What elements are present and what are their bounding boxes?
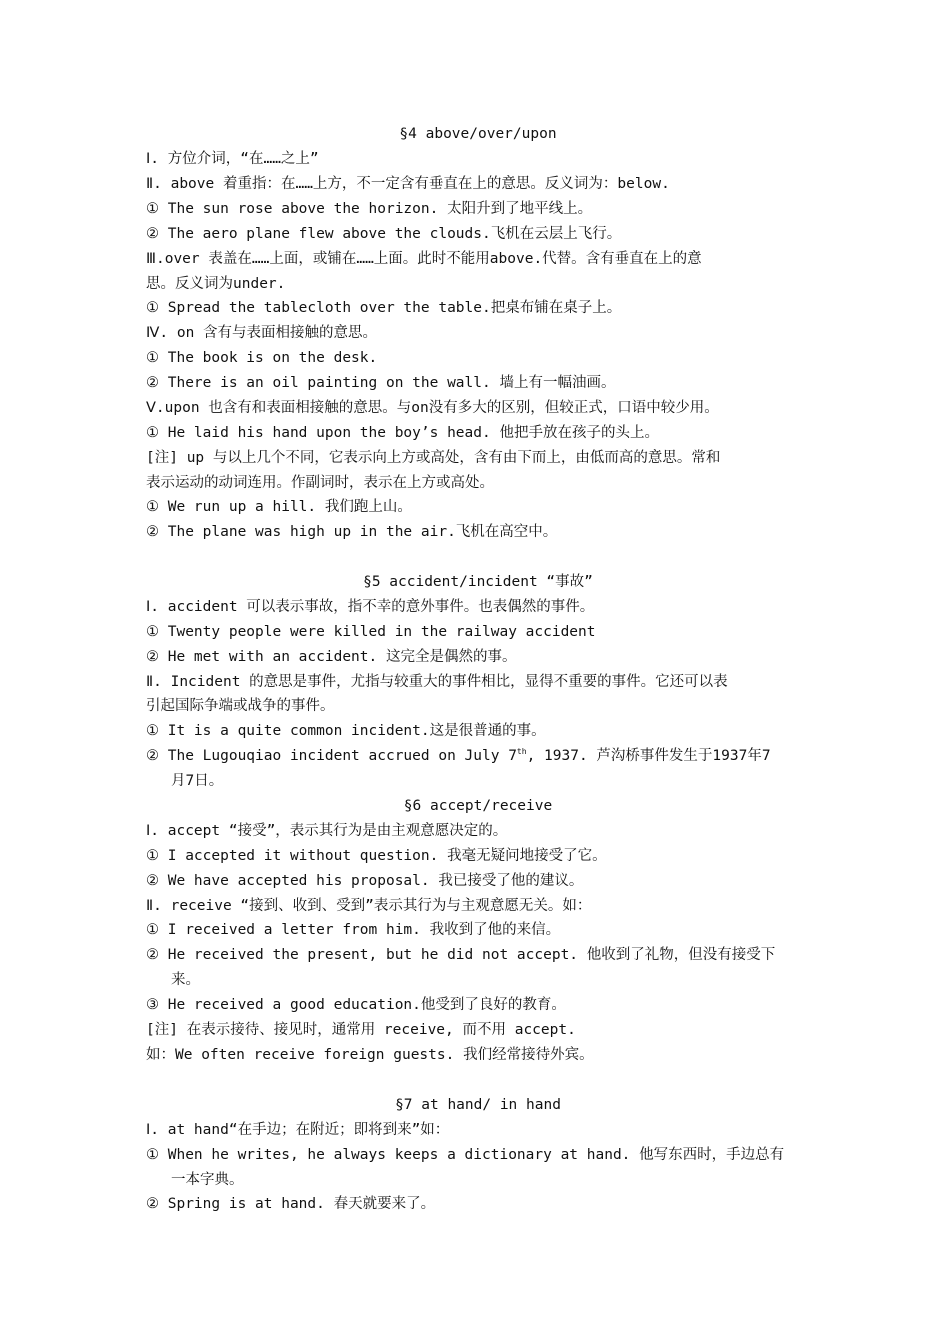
example-sentence: ① I accepted it without question. 我毫无疑问地接受了它。 <box>146 848 607 864</box>
section-5-line: Ⅰ. accident 可以表示事故，指不幸的意外事件。也表偶然的事件。 <box>146 599 595 615</box>
example-sentence: ① He laid his hand upon the boy’s head. 他把手放在孩子的头上。 <box>146 425 659 441</box>
section-7-line: Ⅰ. at hand“在手边；在附近；即将到来”如： <box>146 1122 450 1138</box>
section-4-line: Ⅳ. on 含有与表面相接触的意思。 <box>146 325 378 341</box>
example-sentence: ② The aero plane flew above the clouds.飞机在云层上飞行。 <box>146 226 622 242</box>
example-sentence: ① The book is on the desk. <box>146 350 378 366</box>
example-sentence: ③ He received a good education.他受到了良好的教育。 <box>146 997 566 1013</box>
section-4-line: Ⅱ. above 着重指：在……上方，不一定含有垂直在上的意思。反义词为：below. <box>146 176 670 192</box>
example-sentence: ② He met with an accident. 这完全是偶然的事。 <box>146 649 517 665</box>
section-4-line: Ⅴ.upon 也含有和表面相接触的意思。与on没有多大的区别，但较正式，口语中较少用。 <box>146 400 719 416</box>
section-4-line: Ⅰ. 方位介词，“在……之上” <box>146 151 319 167</box>
note-line: [注] 在表示接待、接见时，通常用 receive, 而不用 accept. <box>146 1022 576 1038</box>
example-continuation: 月7日。 <box>171 773 224 789</box>
example-sentence: 如：We often receive foreign guests. 我们经常接待外宾。 <box>146 1047 594 1063</box>
example-sentence: ① The sun rose above the horizon. 太阳升到了地平线上。 <box>146 201 593 217</box>
section-4-title: §4 above/over/upon <box>399 126 557 142</box>
example-sentence: ② We have accepted his proposal. 我已接受了他的建议。 <box>146 873 584 889</box>
example-sentence: ① When he writes, he always keeps a dictionary at hand. 他写东西时，手边总有 <box>146 1147 785 1163</box>
example-continuation: 一本字典。 <box>171 1172 244 1188</box>
example-sentence: ① It is a quite common incident.这是很普通的事。 <box>146 723 546 739</box>
example-sentence: ① We run up a hill. 我们跑上山。 <box>146 499 412 515</box>
example-text: , 1937. 芦沟桥事件发生于1937年7 <box>526 748 771 764</box>
ordinal-suffix: th <box>516 747 527 757</box>
example-sentence: ② The plane was high up in the air.飞机在高空中。 <box>146 524 558 540</box>
section-5-line: 引起国际争端或战争的事件。 <box>146 698 335 714</box>
example-text: ② The Lugouqiao incident accrued on July 7 <box>146 748 517 764</box>
section-5-title: §5 accident/incident “事故” <box>363 574 593 590</box>
section-5-line: Ⅱ. Incident 的意思是事件，尤指与较重大的事件相比，显得不重要的事件。它还可以表 <box>146 674 728 690</box>
section-4-line: Ⅲ.over 表盖在……上面，或铺在……上面。此时不能用above.代替。含有垂直在上的意 <box>146 251 702 267</box>
note-line: [注] up 与以上几个不同，它表示向上方或高处，含有由下而上，由低而高的意思。常和 <box>146 450 721 466</box>
section-4-line: 思。反义词为under. <box>146 276 286 292</box>
example-sentence: ① I received a letter from him. 我收到了他的来信。 <box>146 922 561 938</box>
note-line: 表示运动的动词连用。作副词时，表示在上方或高处。 <box>146 475 494 491</box>
example-sentence: ① Twenty people were killed in the railway accident <box>146 624 596 640</box>
section-7-title: §7 at hand/ in hand <box>395 1097 561 1113</box>
example-continuation: 来。 <box>171 972 200 988</box>
example-sentence: ② Spring is at hand. 春天就要来了。 <box>146 1196 436 1212</box>
example-sentence: ① Spread the tablecloth over the table.把桌布铺在桌子上。 <box>146 300 622 316</box>
section-6-line: Ⅱ. receive “接到、收到、受到”表示其行为与主观意愿无关。如： <box>146 898 592 914</box>
example-sentence <box>146 746 810 766</box>
example-sentence: ② There is an oil painting on the wall. 墙上有一幅油画。 <box>146 375 616 391</box>
section-6-title: §6 accept/receive <box>403 798 553 814</box>
section-6-line: Ⅰ. accept “接受”，表示其行为是由主观意愿决定的。 <box>146 823 508 839</box>
example-sentence: ② He received the present, but he did not accept. 他收到了礼物，但没有接受下 <box>146 947 776 963</box>
